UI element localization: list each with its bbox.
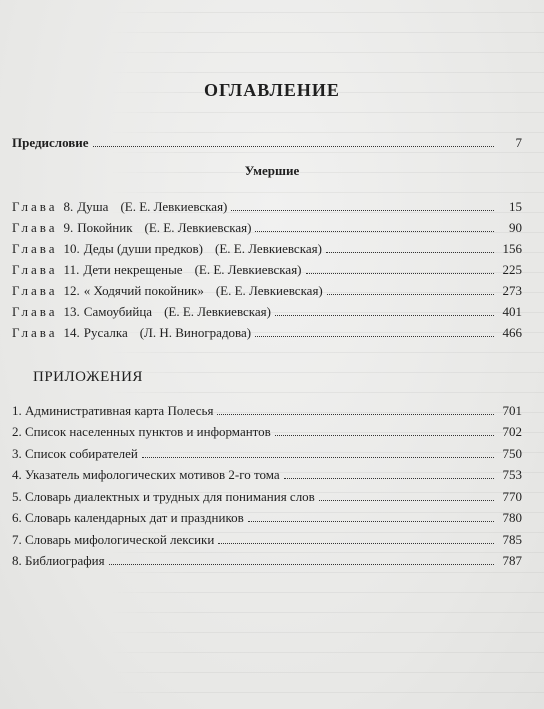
dot-leader	[275, 435, 494, 436]
chapter-entry[interactable]	[12, 320, 522, 341]
chapter-page-number: 90	[509, 220, 522, 235]
chapter-page-number: 156	[502, 241, 522, 256]
appendix-page-number: 701	[502, 402, 522, 418]
dot-leader	[255, 231, 494, 232]
dot-leader	[218, 543, 494, 544]
dot-leader	[109, 564, 494, 565]
chapter-author: (Л. Н. Виноградова)	[139, 325, 252, 340]
appendix-page-number: 702	[502, 424, 522, 439]
chapter-number: 10.	[63, 241, 80, 256]
appendix-entry[interactable]	[12, 462, 522, 484]
dot-leader	[255, 336, 494, 337]
appendix-title: 1. Административная карта Полесья	[12, 402, 214, 418]
appendix-page-number: 750	[502, 445, 522, 461]
chapter-word: Глава	[12, 262, 58, 277]
chapter-word: Глава	[12, 241, 58, 256]
dot-leader	[231, 210, 494, 211]
chapter-title: Душа	[77, 199, 109, 214]
chapter-title: Дети некрещеные	[83, 262, 183, 277]
chapter-author: (Е. Е. Левкиевская)	[215, 283, 323, 298]
chapter-page-number: 225	[502, 262, 522, 277]
chapter-number: 12.	[63, 283, 80, 298]
dot-leader	[306, 273, 495, 274]
chapter-number: 11.	[63, 262, 80, 277]
chapter-entry[interactable]	[12, 215, 522, 236]
appendix-entry[interactable]	[12, 505, 522, 527]
preface-entry[interactable]	[12, 135, 522, 151]
appendix-list	[12, 397, 522, 569]
chapter-entry[interactable]	[12, 257, 522, 278]
chapter-entry[interactable]	[12, 236, 522, 257]
chapter-title: « Ходячий покойник»	[83, 283, 204, 298]
chapter-page-number: 273	[502, 283, 522, 298]
chapter-number: 8.	[63, 199, 74, 214]
chapter-page-number: 15	[509, 199, 522, 214]
appendix-title: 8. Библиография	[12, 553, 105, 568]
appendix-page-number: 770	[502, 488, 522, 504]
chapter-page-number: 466	[502, 325, 522, 340]
page-title: ОГЛАВЛЕНИЕ	[204, 80, 340, 100]
dot-leader	[327, 294, 494, 295]
chapter-page-number: 401	[502, 304, 522, 319]
chapter-number: 14.	[63, 325, 80, 340]
appendix-entry[interactable]	[12, 397, 522, 419]
chapter-author: (Е. Е. Левкиевская)	[194, 262, 302, 277]
chapter-entry[interactable]	[12, 299, 522, 320]
appendix-entry[interactable]	[12, 440, 522, 462]
chapter-number: 13.	[63, 304, 80, 319]
chapter-author: (Е. Е. Левкиевская)	[120, 199, 228, 214]
appendix-title: 4. Указатель мифологических мотивов 2-го тома	[12, 467, 280, 482]
dot-leader	[326, 252, 494, 253]
chapter-word: Глава	[12, 220, 58, 235]
chapter-entry[interactable]	[12, 194, 522, 215]
appendix-page-number: 780	[502, 510, 522, 525]
chapter-title: Русалка	[83, 325, 128, 340]
chapter-title: Покойник	[77, 220, 133, 235]
dot-leader	[248, 521, 494, 522]
dot-leader	[217, 414, 494, 415]
chapter-number: 9.	[63, 220, 74, 235]
dot-leader	[275, 315, 494, 316]
chapter-list	[12, 194, 522, 341]
appendix-entry[interactable]	[12, 483, 522, 505]
dot-leader	[319, 500, 494, 501]
appendix-page-number: 787	[502, 553, 522, 568]
appendix-entry[interactable]	[12, 419, 522, 441]
preface-label: Предисловие	[12, 135, 89, 150]
appendix-title: 3. Список собирателей	[12, 445, 138, 461]
appendix-entry[interactable]	[12, 526, 522, 548]
dot-leader	[93, 146, 494, 147]
section-heading: Умершие	[244, 163, 300, 178]
dot-leader	[284, 478, 494, 479]
appendix-page-number: 753	[502, 467, 522, 482]
appendix-title: 7. Словарь мифологической лексики	[12, 531, 215, 547]
appendix-heading: ПРИЛОЖЕНИЯ	[33, 369, 143, 385]
appendix-title: 5. Словарь диалектных и трудных для понимания слов	[12, 488, 315, 504]
appendix-title: 2. Список населенных пунктов и информантов	[12, 424, 271, 439]
appendix-title: 6. Словарь календарных дат и праздников	[12, 510, 244, 525]
dot-leader	[142, 457, 494, 458]
chapter-word: Глава	[12, 283, 58, 298]
chapter-word: Глава	[12, 199, 58, 214]
chapter-title: Самоубийца	[83, 304, 153, 319]
chapter-author: (Е. Е. Левкиевская)	[144, 220, 252, 235]
chapter-author: (Е. Е. Левкиевская)	[164, 304, 271, 319]
chapter-title: Деды (души предков)	[83, 241, 203, 256]
chapter-word: Глава	[12, 325, 58, 340]
preface-page-number: 7	[515, 135, 522, 150]
appendix-entry[interactable]	[12, 548, 522, 570]
chapter-author: (Е. Е. Левкиевская)	[214, 241, 322, 256]
chapter-word: Глава	[12, 304, 58, 319]
appendix-page-number: 785	[502, 531, 522, 547]
chapter-entry[interactable]	[12, 278, 522, 299]
